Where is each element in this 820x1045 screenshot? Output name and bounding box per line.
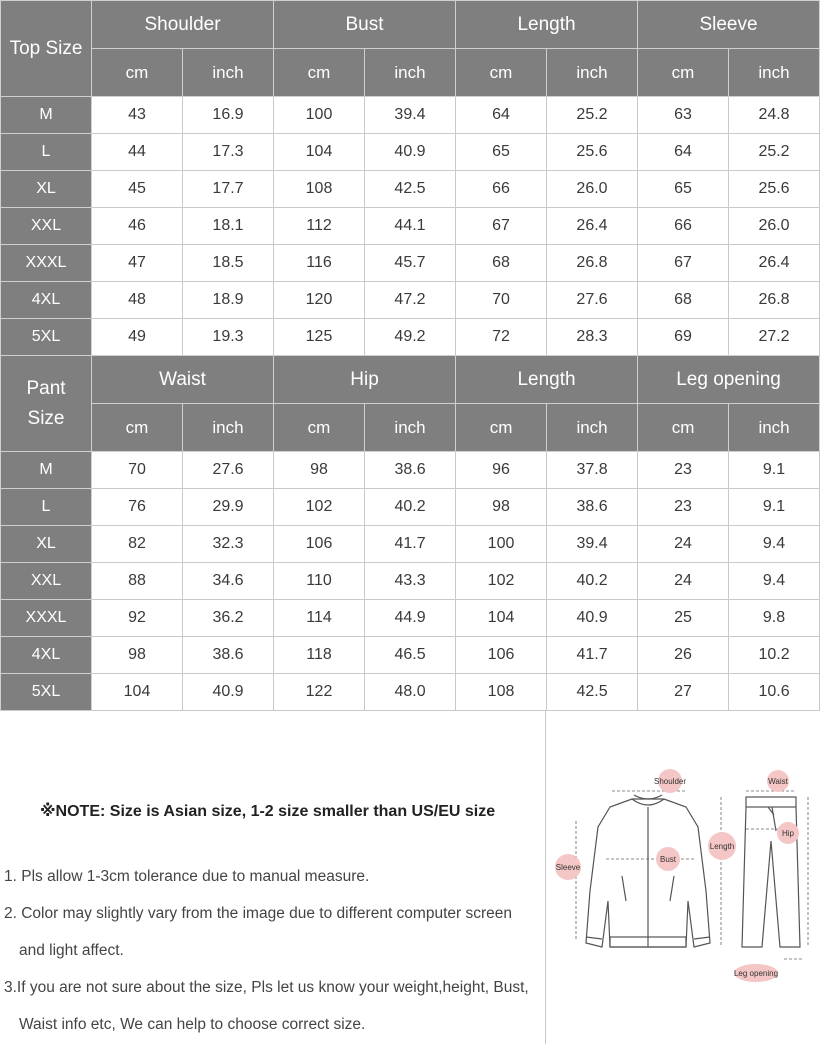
top-cell: 66 bbox=[456, 171, 547, 208]
pant-cell: 23 bbox=[638, 489, 729, 526]
note-line-2: 2. Color may slightly vary from the image due to different computer screen bbox=[4, 905, 512, 922]
top-cell: 67 bbox=[638, 245, 729, 282]
top-cell: 24.8 bbox=[729, 97, 820, 134]
top-cell: 64 bbox=[456, 97, 547, 134]
pant-group-waist: Waist bbox=[92, 356, 274, 404]
top-size-label: XL bbox=[1, 171, 92, 208]
notes-panel bbox=[0, 710, 546, 1044]
top-cell: 68 bbox=[456, 245, 547, 282]
pant-group-leg-opening: Leg opening bbox=[638, 356, 820, 404]
top-row bbox=[1, 134, 820, 171]
top-cell: 104 bbox=[274, 134, 365, 171]
pant-cell: 40.2 bbox=[365, 489, 456, 526]
pant-cell: 44.9 bbox=[365, 600, 456, 637]
unit-inch: inch bbox=[365, 49, 456, 97]
pant-cell: 26 bbox=[638, 637, 729, 674]
top-group-shoulder: Shoulder bbox=[92, 1, 274, 49]
pant-cell: 40.9 bbox=[547, 600, 638, 637]
top-cell: 26.8 bbox=[547, 245, 638, 282]
pant-cell: 104 bbox=[92, 674, 183, 711]
unit-inch: inch bbox=[183, 404, 274, 452]
top-size-table bbox=[0, 0, 820, 356]
top-cell: 18.9 bbox=[183, 282, 274, 319]
unit-inch: inch bbox=[365, 404, 456, 452]
top-cell: 112 bbox=[274, 208, 365, 245]
top-size-label: XXL bbox=[1, 208, 92, 245]
top-cell: 67 bbox=[456, 208, 547, 245]
garment-diagram-svg bbox=[546, 711, 820, 1045]
pant-cell: 96 bbox=[456, 452, 547, 489]
pant-cell: 104 bbox=[456, 600, 547, 637]
top-cell: 63 bbox=[638, 97, 729, 134]
top-cell: 44.1 bbox=[365, 208, 456, 245]
top-size-label: XXXL bbox=[1, 245, 92, 282]
pant-cell: 70 bbox=[92, 452, 183, 489]
top-cell: 26.0 bbox=[729, 208, 820, 245]
pant-size-corner-label bbox=[1, 356, 92, 452]
top-cell: 116 bbox=[274, 245, 365, 282]
top-cell: 72 bbox=[456, 319, 547, 356]
top-cell: 125 bbox=[274, 319, 365, 356]
pant-cell: 102 bbox=[274, 489, 365, 526]
pant-size-label: XXXL bbox=[1, 600, 92, 637]
top-cell: 108 bbox=[274, 171, 365, 208]
measurement-diagram bbox=[546, 710, 820, 1044]
top-cell: 69 bbox=[638, 319, 729, 356]
top-size-corner-label: Top Size bbox=[1, 1, 92, 97]
pant-cell: 98 bbox=[274, 452, 365, 489]
top-row bbox=[1, 282, 820, 319]
pant-cell: 9.1 bbox=[729, 489, 820, 526]
top-cell: 18.5 bbox=[183, 245, 274, 282]
pant-row bbox=[1, 489, 820, 526]
pant-cell: 34.6 bbox=[183, 563, 274, 600]
pant-row bbox=[1, 637, 820, 674]
top-cell: 100 bbox=[274, 97, 365, 134]
unit-cm: cm bbox=[456, 404, 547, 452]
pant-size-label: XL bbox=[1, 526, 92, 563]
note-line-5: Waist info etc, We can help to choose correct size. bbox=[19, 1016, 366, 1033]
pant-cell: 118 bbox=[274, 637, 365, 674]
pant-size-label: M bbox=[1, 452, 92, 489]
top-group-bust: Bust bbox=[274, 1, 456, 49]
pant-cell: 88 bbox=[92, 563, 183, 600]
top-cell: 65 bbox=[638, 171, 729, 208]
pant-size-label: XXL bbox=[1, 563, 92, 600]
top-cell: 16.9 bbox=[183, 97, 274, 134]
top-cell: 45 bbox=[92, 171, 183, 208]
pant-cell: 38.6 bbox=[365, 452, 456, 489]
top-cell: 120 bbox=[274, 282, 365, 319]
unit-inch: inch bbox=[729, 49, 820, 97]
top-row bbox=[1, 245, 820, 282]
top-group-length: Length bbox=[456, 1, 638, 49]
pant-cell: 9.4 bbox=[729, 526, 820, 563]
top-cell: 40.9 bbox=[365, 134, 456, 171]
top-cell: 26.4 bbox=[547, 208, 638, 245]
top-cell: 64 bbox=[638, 134, 729, 171]
label-leg-opening: Leg opening bbox=[733, 969, 779, 978]
top-group-sleeve: Sleeve bbox=[638, 1, 820, 49]
pant-cell: 46.5 bbox=[365, 637, 456, 674]
pant-cell: 29.9 bbox=[183, 489, 274, 526]
pant-cell: 27 bbox=[638, 674, 729, 711]
top-cell: 46 bbox=[92, 208, 183, 245]
top-cell: 17.7 bbox=[183, 171, 274, 208]
pant-row bbox=[1, 526, 820, 563]
note-title: ※NOTE: Size is Asian size, 1-2 size smaller than US/EU size bbox=[40, 803, 496, 820]
unit-inch: inch bbox=[547, 49, 638, 97]
pant-cell: 114 bbox=[274, 600, 365, 637]
top-cell: 70 bbox=[456, 282, 547, 319]
label-waist: Waist bbox=[768, 777, 788, 786]
pant-cell: 110 bbox=[274, 563, 365, 600]
pant-size-rows bbox=[1, 452, 820, 711]
pant-cell: 38.6 bbox=[183, 637, 274, 674]
pant-cell: 106 bbox=[274, 526, 365, 563]
top-cell: 26.4 bbox=[729, 245, 820, 282]
top-cell: 19.3 bbox=[183, 319, 274, 356]
top-size-label: L bbox=[1, 134, 92, 171]
top-cell: 48 bbox=[92, 282, 183, 319]
label-hip: Hip bbox=[781, 829, 795, 838]
label-length: Length bbox=[709, 842, 735, 851]
top-size-rows bbox=[1, 97, 820, 356]
top-cell: 26.0 bbox=[547, 171, 638, 208]
pant-cell: 122 bbox=[274, 674, 365, 711]
note-line-1: 1. Pls allow 1-3cm tolerance due to manual measure. bbox=[4, 868, 370, 885]
pant-cell: 102 bbox=[456, 563, 547, 600]
pants-illustration bbox=[742, 797, 800, 947]
pant-cell: 32.3 bbox=[183, 526, 274, 563]
top-row bbox=[1, 319, 820, 356]
pant-cell: 76 bbox=[92, 489, 183, 526]
unit-cm: cm bbox=[638, 404, 729, 452]
top-size-label: M bbox=[1, 97, 92, 134]
unit-inch: inch bbox=[547, 404, 638, 452]
pant-cell: 24 bbox=[638, 526, 729, 563]
top-cell: 25.2 bbox=[729, 134, 820, 171]
pant-cell: 108 bbox=[456, 674, 547, 711]
pant-row bbox=[1, 452, 820, 489]
pant-cell: 37.8 bbox=[547, 452, 638, 489]
top-cell: 47.2 bbox=[365, 282, 456, 319]
top-cell: 17.3 bbox=[183, 134, 274, 171]
pant-cell: 42.5 bbox=[547, 674, 638, 711]
unit-inch: inch bbox=[729, 404, 820, 452]
pant-cell: 43.3 bbox=[365, 563, 456, 600]
top-row bbox=[1, 97, 820, 134]
top-cell: 65 bbox=[456, 134, 547, 171]
pant-cell: 100 bbox=[456, 526, 547, 563]
pant-cell: 27.6 bbox=[183, 452, 274, 489]
jacket-illustration bbox=[586, 795, 710, 947]
pant-size-label: 5XL bbox=[1, 674, 92, 711]
pant-cell: 41.7 bbox=[547, 637, 638, 674]
top-row bbox=[1, 208, 820, 245]
pant-cell: 41.7 bbox=[365, 526, 456, 563]
pant-cell: 10.2 bbox=[729, 637, 820, 674]
pant-group-hip: Hip bbox=[274, 356, 456, 404]
pant-cell: 39.4 bbox=[547, 526, 638, 563]
pant-row bbox=[1, 600, 820, 637]
top-cell: 66 bbox=[638, 208, 729, 245]
unit-cm: cm bbox=[274, 49, 365, 97]
top-cell: 43 bbox=[92, 97, 183, 134]
pant-group-length: Length bbox=[456, 356, 638, 404]
label-sleeve: Sleeve bbox=[555, 863, 581, 872]
pant-corner-line1: Pant bbox=[26, 377, 66, 399]
pant-cell: 36.2 bbox=[183, 600, 274, 637]
pant-corner-line2: Size bbox=[27, 407, 65, 429]
pant-cell: 40.9 bbox=[183, 674, 274, 711]
unit-cm: cm bbox=[274, 404, 365, 452]
top-cell: 28.3 bbox=[547, 319, 638, 356]
top-row bbox=[1, 171, 820, 208]
pant-cell: 9.4 bbox=[729, 563, 820, 600]
top-cell: 47 bbox=[92, 245, 183, 282]
unit-cm: cm bbox=[92, 404, 183, 452]
note-line-3: and light affect. bbox=[19, 942, 124, 959]
unit-cm: cm bbox=[92, 49, 183, 97]
pant-cell: 9.8 bbox=[729, 600, 820, 637]
pant-cell: 82 bbox=[92, 526, 183, 563]
pant-cell: 40.2 bbox=[547, 563, 638, 600]
top-cell: 27.6 bbox=[547, 282, 638, 319]
pant-size-table bbox=[0, 355, 820, 711]
top-cell: 45.7 bbox=[365, 245, 456, 282]
pant-size-label: L bbox=[1, 489, 92, 526]
label-bust: Bust bbox=[659, 855, 677, 864]
note-line-4: 3.If you are not sure about the size, Pls let us know your weight,height, Bust, bbox=[4, 979, 529, 996]
top-cell: 18.1 bbox=[183, 208, 274, 245]
pant-cell: 92 bbox=[92, 600, 183, 637]
pant-cell: 25 bbox=[638, 600, 729, 637]
top-size-label: 5XL bbox=[1, 319, 92, 356]
top-cell: 25.6 bbox=[547, 134, 638, 171]
top-cell: 27.2 bbox=[729, 319, 820, 356]
pant-cell: 48.0 bbox=[365, 674, 456, 711]
top-cell: 25.6 bbox=[729, 171, 820, 208]
pant-cell: 9.1 bbox=[729, 452, 820, 489]
unit-cm: cm bbox=[638, 49, 729, 97]
pant-cell: 38.6 bbox=[547, 489, 638, 526]
top-cell: 26.8 bbox=[729, 282, 820, 319]
top-cell: 39.4 bbox=[365, 97, 456, 134]
top-size-label: 4XL bbox=[1, 282, 92, 319]
pant-cell: 23 bbox=[638, 452, 729, 489]
pant-row bbox=[1, 563, 820, 600]
pant-row bbox=[1, 674, 820, 711]
top-cell: 42.5 bbox=[365, 171, 456, 208]
pant-cell: 98 bbox=[456, 489, 547, 526]
label-shoulder: Shoulder bbox=[653, 777, 687, 786]
pant-cell: 98 bbox=[92, 637, 183, 674]
pant-cell: 10.6 bbox=[729, 674, 820, 711]
top-cell: 49 bbox=[92, 319, 183, 356]
unit-cm: cm bbox=[456, 49, 547, 97]
top-cell: 68 bbox=[638, 282, 729, 319]
top-cell: 44 bbox=[92, 134, 183, 171]
unit-inch: inch bbox=[183, 49, 274, 97]
top-cell: 49.2 bbox=[365, 319, 456, 356]
top-cell: 25.2 bbox=[547, 97, 638, 134]
pant-cell: 24 bbox=[638, 563, 729, 600]
pant-cell: 106 bbox=[456, 637, 547, 674]
pant-size-label: 4XL bbox=[1, 637, 92, 674]
